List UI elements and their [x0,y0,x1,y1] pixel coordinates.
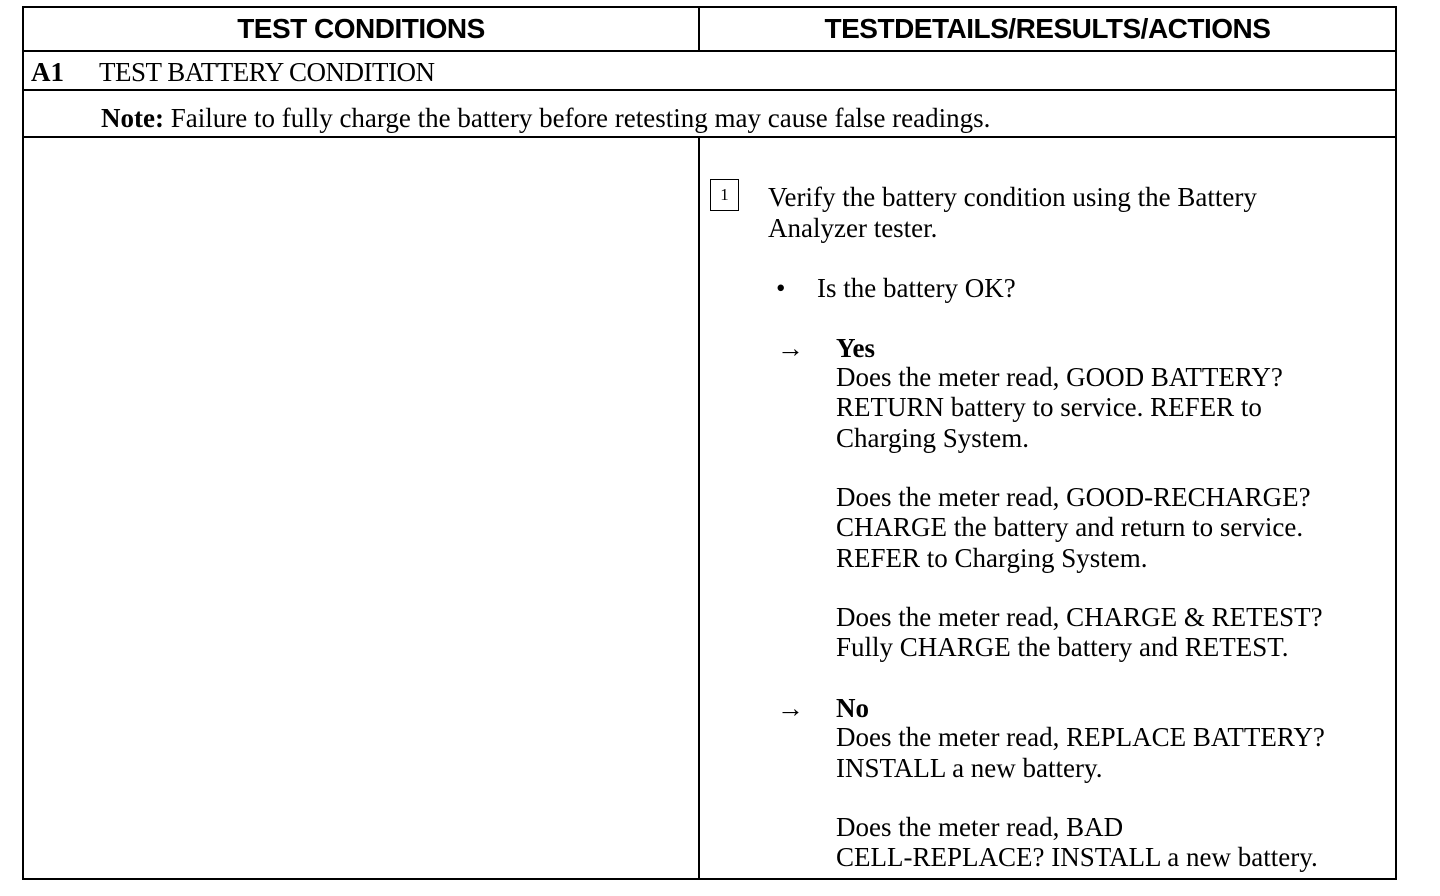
step-instruction-line-2: Analyzer tester. [768,213,938,243]
question: Is the battery OK? [817,273,1016,303]
yes-line-4: Does the meter read, GOOD-RECHARGE? [836,482,1311,512]
no-arrow-icon: → [777,693,804,723]
no-line-2: INSTALL a new battery. [836,753,1103,783]
no-line-3: Does the meter read, BAD [836,812,1124,842]
column-divider-body [698,137,700,879]
note-divider [22,136,1397,138]
note [101,103,990,134]
header-divider [22,50,1397,52]
yes-line-6: REFER to Charging System. [836,543,1148,573]
yes-line-7: Does the meter read, CHARGE & RETEST? [836,602,1323,632]
yes-line-1: Does the meter read, GOOD BATTERY? [836,362,1283,392]
yes-line-2: RETURN battery to service. REFER to [836,392,1262,422]
yes-label: Yes [836,333,875,363]
bullet-icon: • [776,273,786,303]
header-test-details: TESTDETAILS/RESULTS/ACTIONS [824,13,1271,44]
yes-line-8: Fully CHARGE the battery and RETEST. [836,632,1289,662]
step-number-box: 1 [710,179,739,211]
yes-arrow-icon: → [777,333,804,363]
no-line-1: Does the meter read, REPLACE BATTERY? [836,722,1325,752]
no-line-4: CELL-REPLACE? INSTALL a new battery. [836,842,1318,872]
yes-line-3: Charging System. [836,423,1030,453]
no-label: No [836,693,869,723]
yes-line-5: CHARGE the battery and return to service. [836,512,1304,542]
section-id: A1 [31,57,64,87]
note-text: Failure to fully charge the battery before retesting may cause false readings. [170,103,991,133]
table-border-bottom [22,878,1397,880]
section-title: TEST BATTERY CONDITION [99,57,435,87]
note-label: Note: [101,103,164,133]
section-divider [22,89,1397,91]
header-test-conditions: TEST CONDITIONS [237,13,485,44]
step-instruction-line-1: Verify the battery condition using the Battery [768,182,1257,212]
